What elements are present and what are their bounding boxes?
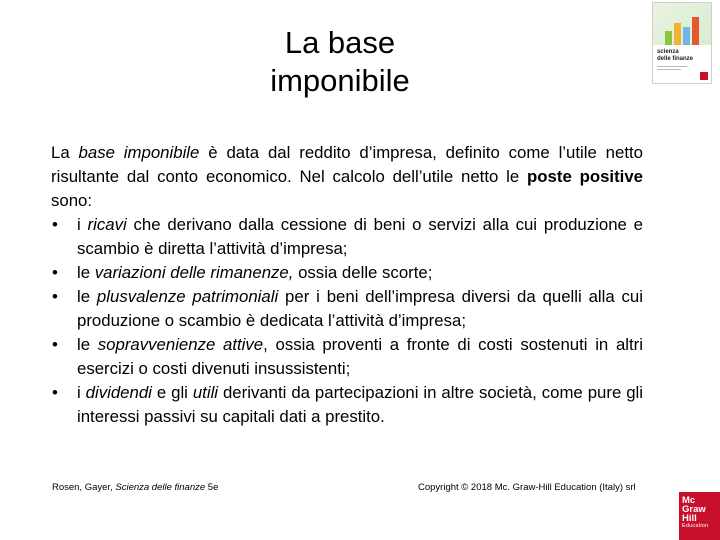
list-item: • le plusvalenze patrimoniali per i beni dell’impresa diversi da quelli alla cui produzione o scambio è dedicata l’attività d’impresa; bbox=[52, 287, 643, 330]
slide-body bbox=[51, 141, 643, 429]
footer-citation: Rosen, Gayer, Scienza delle finanze 5e bbox=[52, 482, 219, 493]
list-item: • i dividendi e gli utili derivanti da partecipazioni in altre società, come pure gli interessi passivi su capitali dati a prestito. bbox=[52, 383, 643, 426]
list-item: • i ricavi che derivano dalla cessione di beni o servizi alla cui produzione e scambio è diretta l’attività d’impresa; bbox=[52, 215, 643, 258]
cover-title-line-2: delle finanze bbox=[657, 56, 694, 62]
list-item: • le variazioni delle rimanenze, ossia delle scorte; bbox=[52, 263, 433, 282]
footer-copyright: Copyright © 2018 Mc. Graw-Hill Education (Italy) srl bbox=[418, 482, 636, 493]
book-cover-thumbnail bbox=[652, 2, 712, 84]
mcgraw-hill-logo: Mc Graw Hill Education bbox=[679, 492, 720, 540]
title-line-1: La base bbox=[284, 25, 396, 60]
intro-paragraph: La base imponibile è data dal reddito d’impresa, definito come l’utile netto risultante dal conto economico. Nel calcolo dell’utile netto le poste positive sono: bbox=[51, 143, 643, 210]
title-line-2: imponibile bbox=[270, 63, 410, 98]
cover-publisher-logo bbox=[700, 72, 708, 80]
page-title bbox=[200, 24, 480, 100]
bullet-list bbox=[51, 213, 643, 429]
list-item: • le sopravvenienze attive, ossia proventi a fronte di costi sostenuti in altri esercizi o costi divenuti insussistenti; bbox=[52, 335, 643, 378]
cover-title-line-1: scienza bbox=[657, 49, 679, 55]
cover-graphic bbox=[653, 3, 711, 45]
